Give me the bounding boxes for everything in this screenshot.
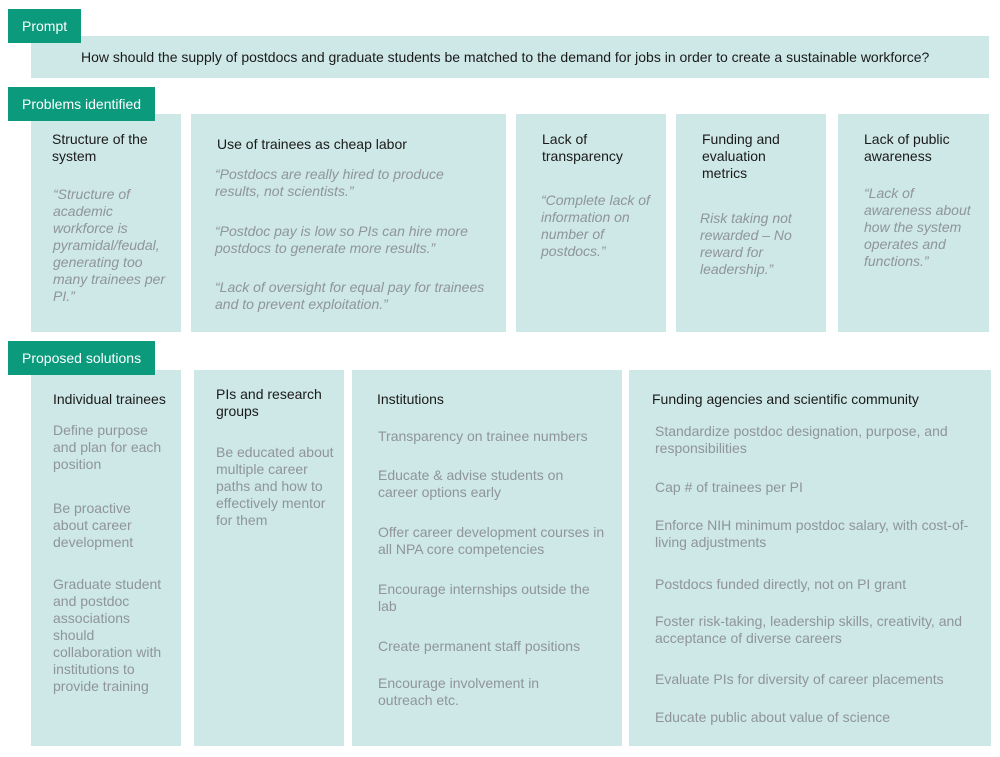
prompt-question: How should the supply of postdocs and graduate students be matched to the demand for jobs in order to create a sustainable workforce? xyxy=(81,49,930,65)
solution-title-funding-agencies: Funding agencies and scientific community xyxy=(652,391,919,407)
problem-title-funding: Funding and evaluation metrics xyxy=(702,131,780,181)
solution-item-individual-3: Graduate student and postdoc associations should collaboration with institutions to provide training xyxy=(53,576,162,694)
problem-quote-awareness: “Lack of awareness about how the system operates and functions.” xyxy=(864,185,971,269)
problem-quote-cheap-labor-1: “Postdocs are really hired to produce results, not scientists.” xyxy=(215,166,444,199)
problem-quote-transparency: “Complete lack of information on number of postdocs.” xyxy=(541,192,650,259)
solutions-tag: Proposed solutions xyxy=(8,341,155,375)
solution-item-funding-5: Foster risk-taking, leadership skills, creativity, and acceptance of diverse careers xyxy=(655,613,963,646)
solution-item-pis-1: Be educated about multiple career paths and how to effectively mentor for them xyxy=(216,444,334,528)
solution-item-funding-4: Postdocs funded directly, not on PI grant xyxy=(655,576,907,592)
problem-title-structure: Structure of the system xyxy=(52,131,148,164)
prompt-tag: Prompt xyxy=(8,9,81,43)
solution-item-institutions-2: Educate & advise students on career options early xyxy=(378,467,564,500)
problem-quote-structure: “Structure of academic workforce is pyramidal/feudal, generating too many trainees per PI.” xyxy=(53,186,166,304)
solution-item-funding-1: Standardize postdoc designation, purpose, and responsibilities xyxy=(655,423,948,456)
solution-title-individual: Individual trainees xyxy=(53,391,166,407)
solution-title-institutions: Institutions xyxy=(377,391,444,407)
solution-item-institutions-3: Offer career development courses in all NPA core competencies xyxy=(378,524,605,557)
problem-title-transparency: Lack of transparency xyxy=(542,131,623,164)
problem-quote-funding: Risk taking not rewarded – No reward for leadership.” xyxy=(700,210,792,277)
solution-item-funding-3: Enforce NIH minimum postdoc salary, with cost-of-living adjustments xyxy=(655,517,969,550)
solution-item-funding-7: Educate public about value of science xyxy=(655,709,891,725)
problem-title-awareness: Lack of public awareness xyxy=(864,131,950,164)
solution-card-pis xyxy=(194,370,344,746)
solution-item-institutions-6: Encourage involvement in outreach etc. xyxy=(378,675,540,708)
problem-quote-cheap-labor-3: “Lack of oversight for equal pay for trainees and to prevent exploitation.” xyxy=(215,279,485,312)
solution-item-institutions-4: Encourage internships outside the lab xyxy=(378,581,590,614)
solution-item-institutions-1: Transparency on trainee numbers xyxy=(378,428,588,444)
solution-item-individual-2: Be proactive about career development xyxy=(53,500,134,550)
solution-title-pis: PIs and research groups xyxy=(216,386,322,419)
solution-item-institutions-5: Create permanent staff positions xyxy=(378,638,581,654)
problem-quote-cheap-labor-2: “Postdoc pay is low so PIs can hire more postdocs to generate more results.” xyxy=(215,223,468,256)
problems-tag: Problems identified xyxy=(8,87,155,121)
solution-item-funding-6: Evaluate PIs for diversity of career placements xyxy=(655,671,944,687)
problem-title-cheap-labor: Use of trainees as cheap labor xyxy=(217,136,407,152)
solution-item-funding-2: Cap # of trainees per PI xyxy=(655,479,803,495)
solution-item-individual-1: Define purpose and plan for each position xyxy=(53,422,162,472)
